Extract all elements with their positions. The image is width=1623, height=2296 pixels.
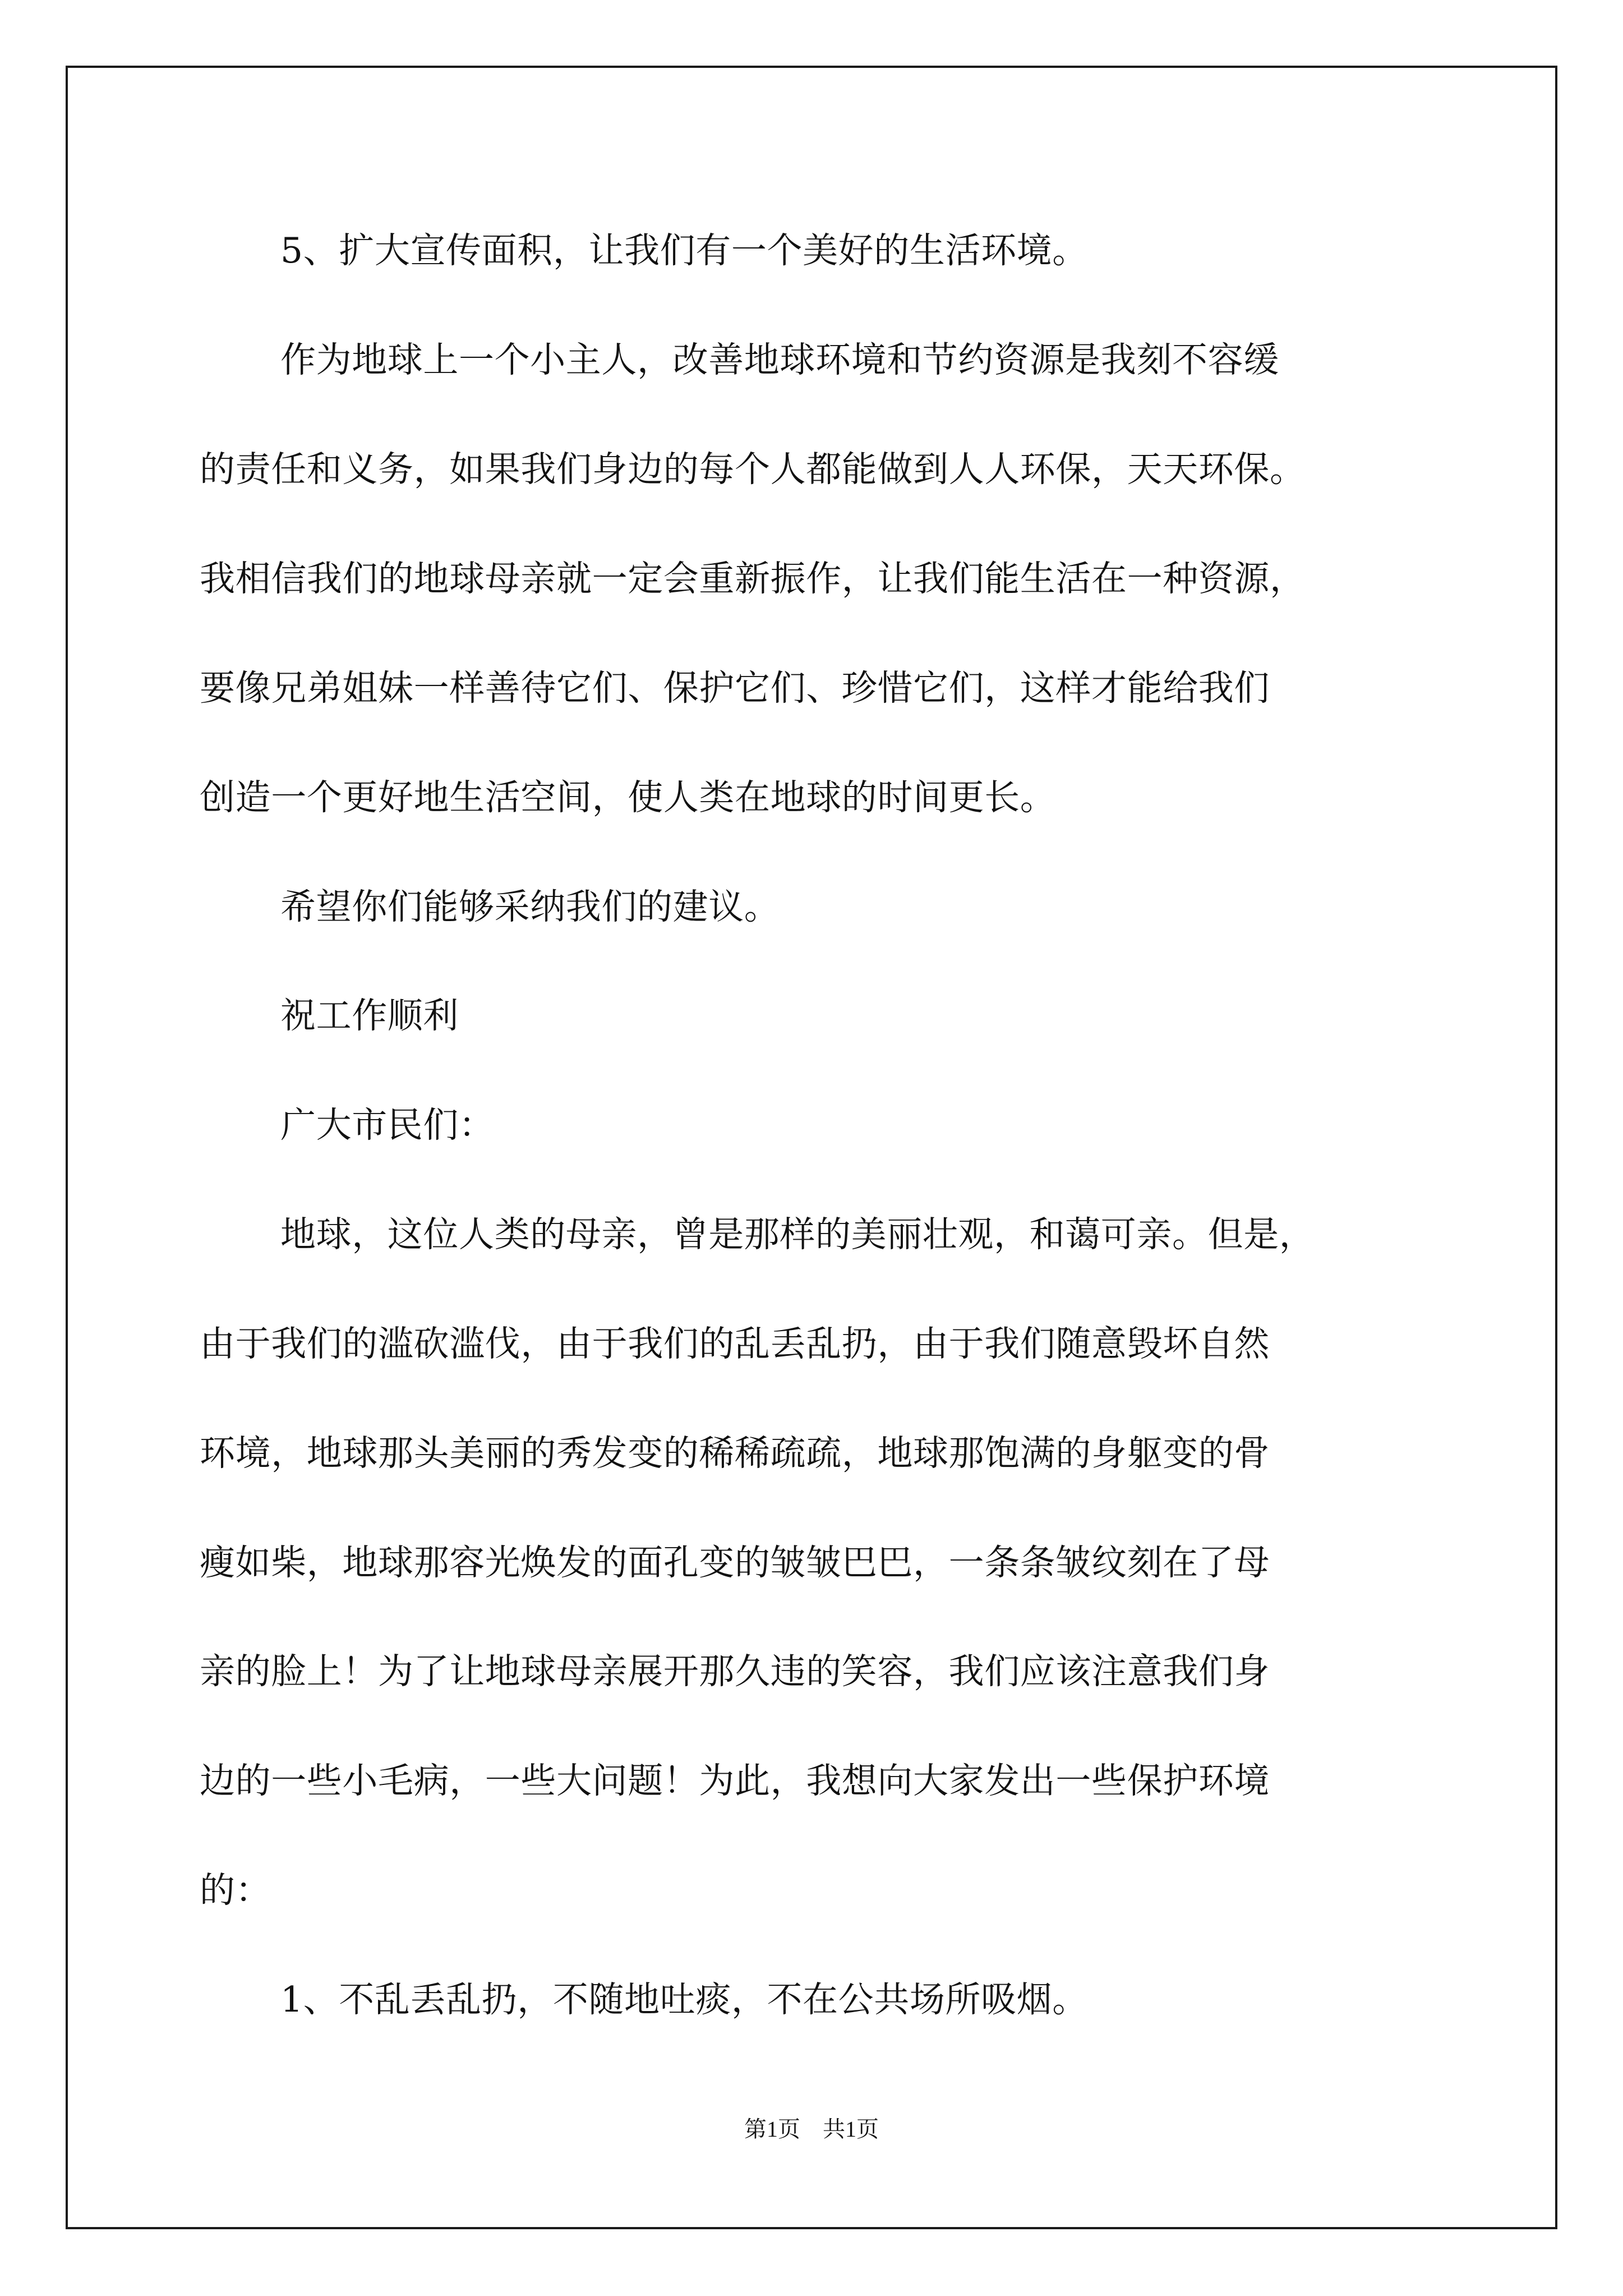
- paragraph-line: 广大市民们：: [280, 1105, 495, 1145]
- paragraph-line: 的责任和义务，如果我们身边的每个人都能做到人人环保，天天环保。: [200, 449, 1306, 490]
- paragraph-line: 希望你们能够采纳我们的建议。: [280, 886, 780, 927]
- paragraph-line: 地球，这位人类的母亲，曾是那样的美丽壮观，和蔼可亲。但是，: [280, 1214, 1315, 1255]
- paragraph-line: 瘦如柴，地球那容光焕发的面孔变的皱皱巴巴，一条条皱纹刻在了母: [200, 1542, 1270, 1583]
- paragraph-line: 要像兄弟姐妹一样善待它们、保护它们、珍惜它们，这样才能给我们: [200, 668, 1270, 708]
- paragraph-line: 祝工作顺利: [280, 995, 459, 1036]
- paragraph-line: 1、不乱丢乱扔，不随地吐痰，不在公共场所吸烟。: [280, 1979, 1088, 2020]
- paragraph-line: 的：: [200, 1870, 271, 1911]
- paragraph-line: 由于我们的滥砍滥伐，由于我们的乱丢乱扔，由于我们随意毁坏自然: [200, 1323, 1270, 1364]
- page-number-footer: 第1页 共1页: [744, 2116, 879, 2142]
- paragraph-line: 环境，地球那头美丽的秀发变的稀稀疏疏，地球那饱满的身躯变的骨: [200, 1433, 1270, 1474]
- paragraph-line: 作为地球上一个小主人，改善地球环境和节约资源是我刻不容缓: [280, 339, 1279, 380]
- paragraph-line: 5、扩大宣传面积，让我们有一个美好的生活环境。: [280, 230, 1088, 271]
- paragraph-line: 边的一些小毛病，一些大问题！为此，我想向大家发出一些保护环境: [200, 1760, 1270, 1801]
- paragraph-line: 亲的脸上！为了让地球母亲展开那久违的笑容，我们应该注意我们身: [200, 1651, 1270, 1692]
- paragraph-line: 创造一个更好地生活空间，使人类在地球的时间更长。: [200, 777, 1056, 818]
- paragraph-line: 我相信我们的地球母亲就一定会重新振作，让我们能生活在一种资源，: [200, 558, 1306, 599]
